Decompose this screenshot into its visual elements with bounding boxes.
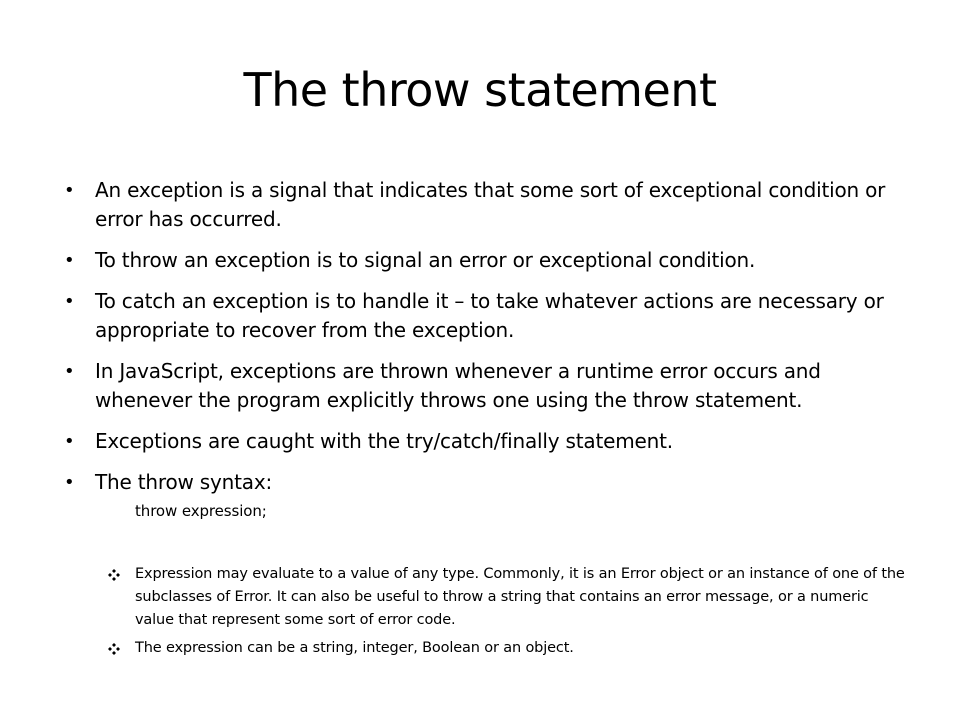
bullet-text: In JavaScript, exceptions are thrown whenever a runtime error occurs and whenever the program explicitly throws one using the throw statement.: [95, 359, 821, 412]
bullet-item: [66, 357, 906, 415]
bullet-text: To catch an exception is to handle it – to take whatever actions are necessary or appropriate to recover from the exception.: [95, 289, 884, 342]
bullet-dot-icon: •: [64, 291, 75, 312]
sub-bullet-item: [108, 563, 908, 632]
bullet-dot-icon: •: [64, 472, 75, 493]
bullet-text: To throw an exception is to signal an error or exceptional condition.: [95, 248, 756, 272]
sub-bullet-text: Expression may evaluate to a value of any type. Commonly, it is an Error object or an instance of one of the subclasses of Error. It can also be useful to throw a string that contains an error message, or a numeric value that represent some sort of error code.: [135, 566, 905, 628]
bullet-text: An exception is a signal that indicates that some sort of exceptional condition or error has occurred.: [95, 178, 886, 231]
bullet-list: [66, 176, 906, 509]
bullet-item: [66, 246, 906, 275]
four-diamond-icon: [108, 643, 120, 655]
bullet-text: Exceptions are caught with the try/catch/finally statement.: [95, 429, 673, 453]
slide-title: The throw statement: [243, 63, 717, 117]
bullet-item: [66, 287, 906, 345]
sub-bullet-item: [108, 637, 908, 660]
bullet-text: The throw syntax:: [95, 470, 273, 494]
bullet-item: [66, 468, 906, 497]
sub-bullet-text: The expression can be a string, integer, Boolean or an object.: [135, 640, 574, 656]
sub-bullet-list: [108, 563, 908, 665]
code-example: throw expression;: [135, 502, 267, 520]
bullet-dot-icon: •: [64, 361, 75, 382]
bullet-item: [66, 427, 906, 456]
bullet-dot-icon: •: [64, 180, 75, 201]
bullet-item: [66, 176, 906, 234]
bullet-dot-icon: •: [64, 250, 75, 271]
bullet-dot-icon: •: [64, 431, 75, 452]
four-diamond-icon: [108, 569, 120, 581]
